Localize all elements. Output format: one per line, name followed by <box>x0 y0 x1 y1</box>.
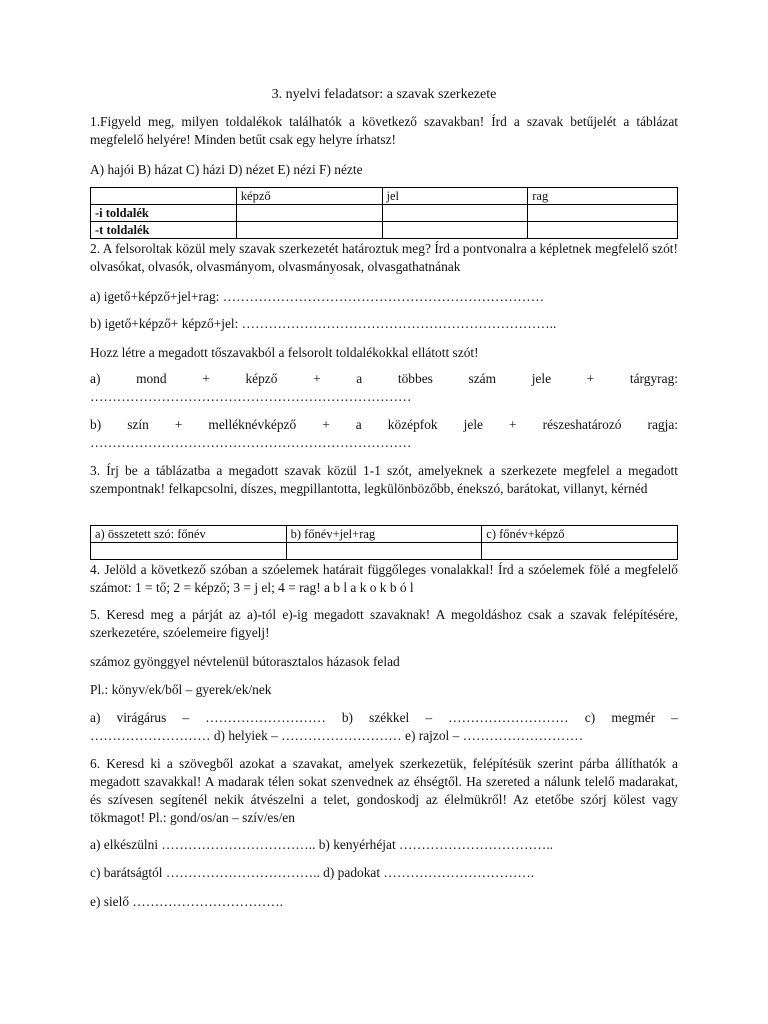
answer-cell[interactable] <box>236 205 382 222</box>
answer-cell[interactable] <box>482 543 678 560</box>
task2-line-a: a) igető+képző+jel+rag: ……………………………………………………………… <box>90 289 545 304</box>
task2-build-a-dots: ……………………………………………………………… <box>90 389 412 404</box>
answer-cell[interactable] <box>528 205 678 222</box>
table-header-cell: rag <box>528 188 678 205</box>
table-row <box>91 222 678 239</box>
table-row <box>91 543 678 560</box>
task6-line-c: c) barátságtól …………………………….. d) padokat ……………………………. <box>90 865 535 880</box>
table-header-row <box>91 526 678 543</box>
table-header-cell: jel <box>382 188 528 205</box>
task3-table <box>90 525 678 560</box>
answer-cell[interactable] <box>236 222 382 239</box>
task2-build-a: a) mond + képző + a többes szám jele + tárgyrag: <box>90 371 678 386</box>
task2-build-b-dots: ……………………………………………………………… <box>90 435 412 450</box>
task5-words: számoz gyönggyel névtelenül bútorasztalos házasok felad <box>90 654 400 669</box>
table-header-row <box>91 188 678 205</box>
task2-instructions: 2. A felsoroltak közül mely szavak szerkezetét határoztuk meg? Írd a pontvonalra a képletnek megfelelő szót! olvasókat, olvasók, olvasmányom, olvasmányosak, olvasgathatnának <box>90 241 678 274</box>
task2-instruction-build: Hozz létre a megadott tőszavakból a felsorolt toldalékokkal ellátott szót! <box>90 345 479 360</box>
table-header-cell: képző <box>236 188 382 205</box>
task2-line-b: b) igető+képző+ képző+jel: …………………………………………………………….. <box>90 316 557 331</box>
table-row <box>91 205 678 222</box>
task1-words: A) hajói B) házat C) házi D) nézet E) nézi F) nézte <box>90 162 363 177</box>
page-title: 3. nyelvi feladatsor: a szavak szerkezete <box>271 87 497 102</box>
answer-cell[interactable] <box>382 222 528 239</box>
task4-instructions: 4. Jelöld a következő szóban a szóelemek határait függőleges vonalakkal! Írd a szóelemek fölé a megfelelő számot: 1 = tő; 2 = képző; 3 = j el; 4 = rag! a b l a k o k b ó l <box>90 562 678 595</box>
task1-instructions: 1.Figyeld meg, milyen toldalékok találhatók a következő szavakban! Írd a szavak betűjelét a táblázat megfelelő helyére! Minden betűt csak egy helyre írhatsz! <box>90 114 678 147</box>
task6-line-a: a) elkészülni …………………………….. b) kenyérhéjat …………………………….. <box>90 837 554 852</box>
task6-instructions: 6. Keresd ki a szövegből azokat a szavakat, amelyek szerkezetük, felépítésük szerint párba állíthatók a megadott szavakkal! A madarak télen sokat szenvednek az éhségtől. Ha szereted a nálunk telelő madarakat, és szívesen segítenél nekik átvészelni a telet, gondoskodj az élelmükről! Az etetőbe szórj kölest vagy tökmagot! Pl.: gond/os/an – szív/es/en <box>90 756 678 825</box>
task5-instructions: 5. Keresd meg a párját az a)-tól e)-ig megadott szavaknak! A megoldáshoz csak a szavak felépítésére, szerkezetére, szóelemeire figyelj! <box>90 607 678 640</box>
table-header-cell: b) főnév+jel+rag <box>286 526 482 543</box>
table-header-cell <box>91 188 237 205</box>
answer-cell[interactable] <box>286 543 482 560</box>
row-label: -t toldalék <box>91 222 237 239</box>
answer-cell[interactable] <box>382 205 528 222</box>
table-header-cell: c) főnév+képző <box>482 526 678 543</box>
task5-line-1: a) virágárus – ……………………… b) székkel – ……………………… c) megmér – <box>90 710 678 725</box>
task3-instructions: 3. Írj be a táblázatba a megadott szavak közül 1-1 szót, amelyeknek a szerkezete megfelel a megadott szempontnak! felkapcsolni, díszes, megpillantotta, legkülönbözőbb, énekszó, barátokat, villanyt, kérnéd <box>90 463 678 496</box>
answer-cell[interactable] <box>528 222 678 239</box>
row-label: -i toldalék <box>91 205 237 222</box>
task5-line-2: ……………………… d) helyiek – ……………………… e) rajzol – ……………………… <box>90 728 584 743</box>
task1-table <box>90 187 678 239</box>
task6-line-e: e) sielő ……………………………. <box>90 894 284 909</box>
task5-example: Pl.: könyv/ek/ből – gyerek/ek/nek <box>90 682 272 697</box>
table-header-cell: a) összetett szó: főnév <box>91 526 287 543</box>
answer-cell[interactable] <box>91 543 287 560</box>
task2-build-b: b) szín + melléknévképző + a középfok jele + részeshatározó ragja: <box>90 417 678 432</box>
